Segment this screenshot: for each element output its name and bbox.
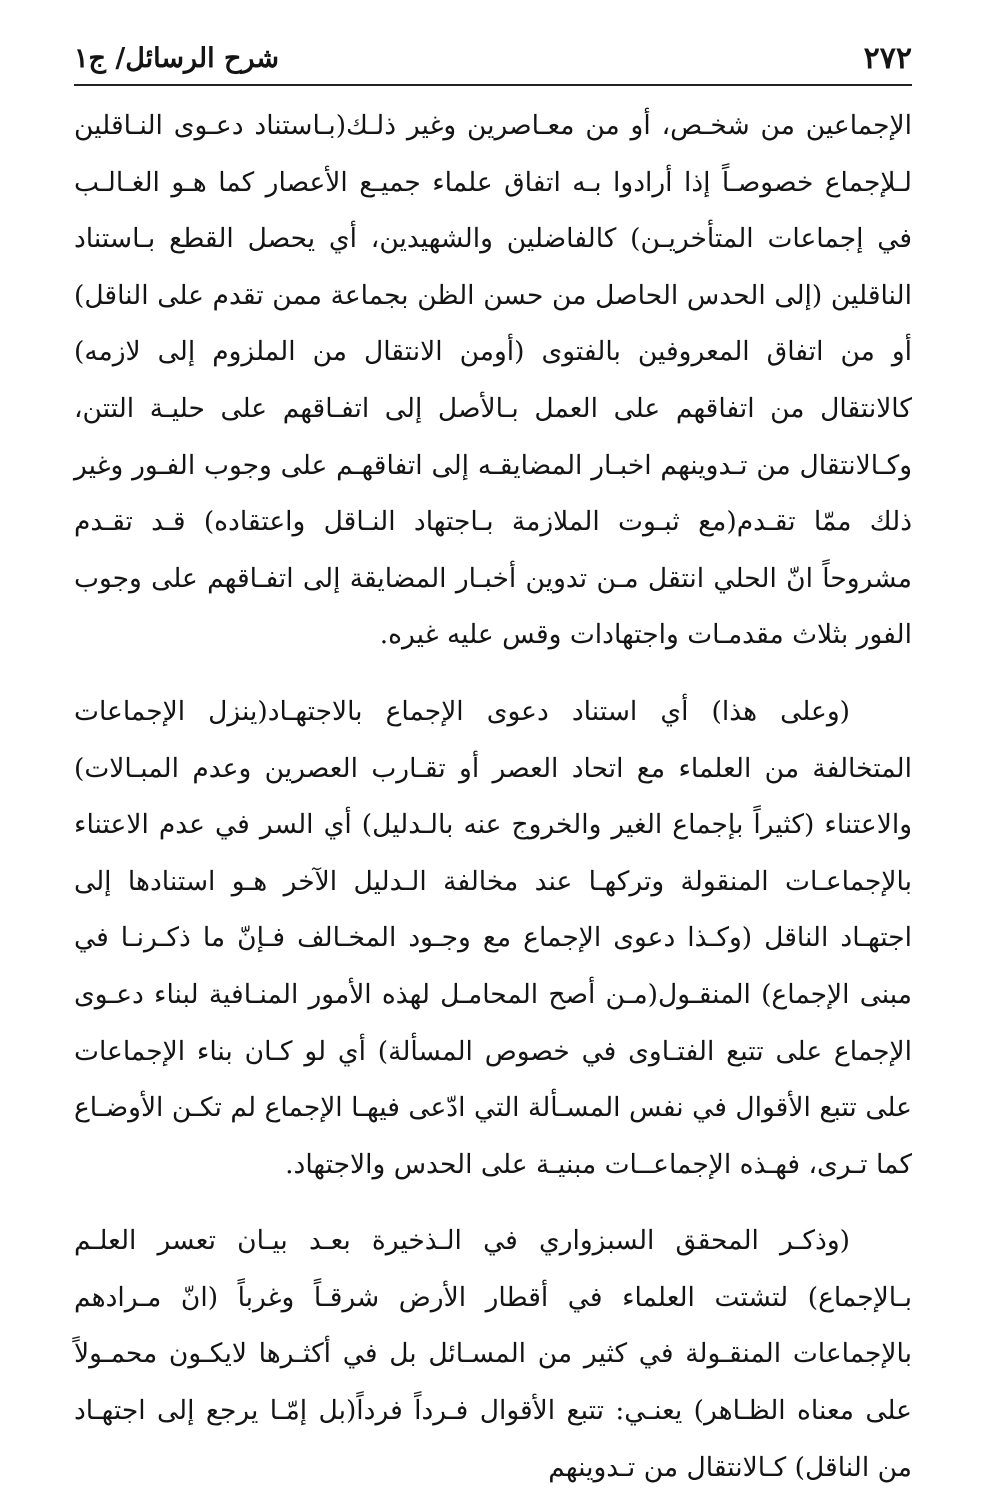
paragraph: (وعلى هذا) أي استناد دعوى الإجماع بالاجتهـاد(ينزل الإجماعات المتخالفة من العلماء مع اتحاد العصر أو تقـارب العصرين وعدم المبـالات) والاعتناء (كثيراً بإجماع الغير والخروج عنه بالـدليل) أي السر في عدم الاعتناء بالإجماعـات المنقولة وتركهـا عند مخالفة الـدليل الآخر هـو استنادها إلى اجتهـاد الناقل (وكـذا دعوى الإجماع مع وجـود المخـالف فـإنّ ما ذكـرنـا في مبنى الإجماع) المنقـول(مـن أصح المحامـل لهذه الأمور المنـافية لبناء دعـوى الإجماع على تتبع الفتـاوى في خصوص المسألة) أي لو كـان بناء الإجماعات على تتبع الأقوال في نفس المسـألة التي ادّعى فيهـا الإجماع لم تكـن الأوضـاع كما تـرى، فهـذه الإجماعــات مبنيـة على الحدس والاجتهاد.	[74, 695, 912, 1180]
paragraph: الإجماعين من شخـص، أو من معـاصرين وغير ذلـك(بـاستناد دعـوى النـاقلين لـلإجماع خصوصـاً إذا أرادوا بـه اتفاق علماء جميـع الأعصار كما هـو الغـالـب في إجماعات المتأخريـن) كالفاضلين والشهيدين، أي يحصل القطع بـاستناد الناقلين (إلى الحدس الحاصل من حسن الظن بجماعة ممن تقدم على الناقل) أو من اتفاق المعروفين بالفتوى (أومن الانتقال من الملزوم إلى لازمه) كالانتقال من اتفاقهم على العمل بـالأصل إلى اتفـاقهم على حليـة التتن، وكـالانتقال من تـدوينهم اخبـار المضايقـه إلى اتفاقهـم على وجوب الفـور وغير ذلك ممّا تقـدم(مع ثبـوت الملازمة بـاجتهاد النـاقل واعتقاده) قـد تقـدم مشروحاً انّ الحلي انتقل مـن تدوين أخبـار المضايقة إلى اتفـاقهم على وجوب الفور بثلاث مقدمـات واجتهادات وقس عليه غيره.	[74, 110, 912, 651]
book-page	[74, 36, 912, 1483]
page-number: ٢٧٢	[863, 41, 912, 76]
running-title: شرح الرسائل/ ج١	[74, 43, 279, 74]
body-text	[74, 98, 912, 1496]
header-divider	[74, 84, 912, 86]
paragraph: (وذكـر المحقق السبزواري في الـذخيرة بعـد بيـان تعسر العلـم بـالإجماع) لتشتت العلماء في أقطار الأرض شرقـاً وغرباً (انّ مـرادهم بالإجماعات المنقـولة في كثير من المسـائل بل في أكثـرها لايكـون محمـولاً على معناه الظـاهر) يعنـي: تتبع الأقوال فـرداً فرداً(بل إمّـا يرجع إلى اجتهـاد من الناقل) كـالانتقال من تـدوينهم	[74, 1225, 912, 1483]
page-header	[74, 36, 912, 82]
